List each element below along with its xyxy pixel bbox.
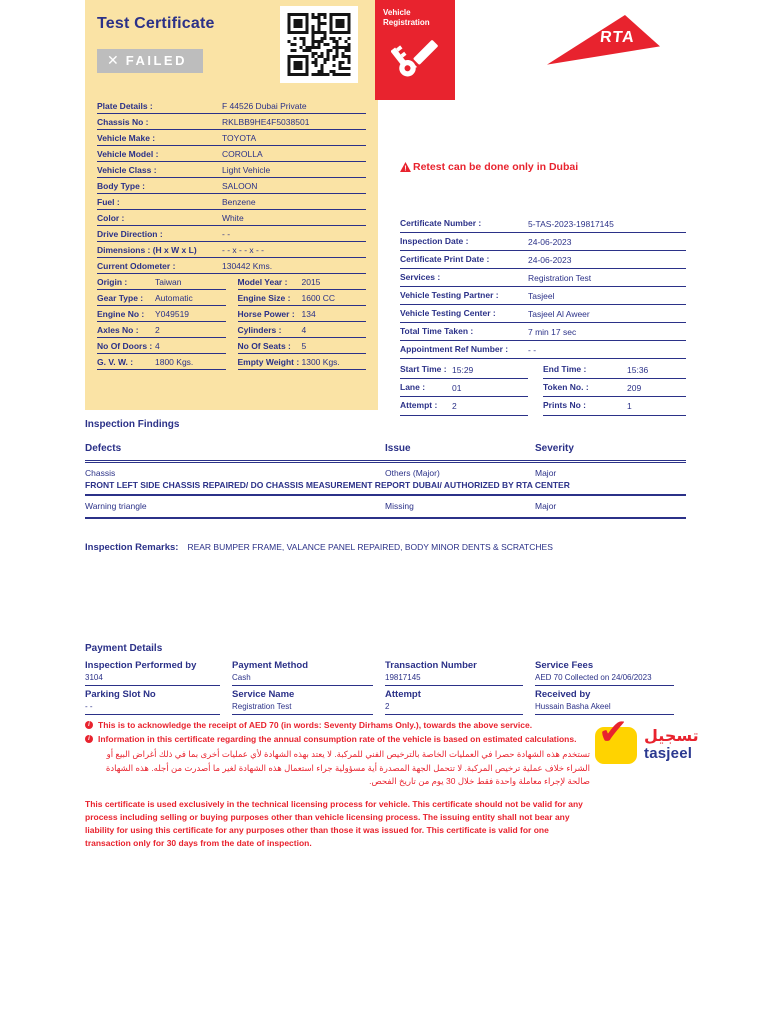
inspection-findings-section	[85, 419, 686, 553]
field-row-body-type	[97, 178, 366, 194]
warning-triangle-icon	[400, 162, 411, 172]
finding-row-chassis	[85, 463, 686, 479]
field-value: 4	[155, 341, 160, 351]
tasjeel-logo	[595, 711, 699, 764]
field-row-color	[97, 210, 366, 226]
field-row-vehicle-testing-partner	[400, 287, 686, 305]
field-label: Prints No :	[543, 400, 586, 411]
field-row-model-year	[238, 274, 367, 290]
field-value: 3104	[85, 673, 103, 682]
field-label: Gear Type :	[97, 293, 144, 303]
receipt-note-text: This is to acknowledge the receipt of AED 70 (in words: Seventy Dirhams Only.), towards the above service.	[98, 720, 533, 730]
field-label: Total Time Taken :	[400, 326, 474, 337]
field-value: 4	[301, 325, 307, 335]
field-label: Appointment Ref Number :	[400, 344, 509, 355]
info-icon: i	[85, 721, 93, 729]
field-row-start-time	[400, 361, 528, 379]
field-value: 1600 CC	[301, 293, 336, 303]
field-row-certificate-number	[400, 215, 686, 233]
field-label: Vehicle Model :	[97, 149, 159, 159]
field-row-gear-type	[97, 290, 226, 306]
field-row-vehicle-make	[97, 130, 366, 146]
field-value: 2015	[301, 277, 321, 287]
field-label: Axles No :	[97, 325, 139, 335]
field-row-empty-weight	[238, 354, 367, 370]
issue-cell: Others (Major)	[385, 468, 440, 478]
field-row-fuel	[97, 194, 366, 210]
payment-field-payment-method	[232, 657, 373, 686]
field-label: Empty Weight :	[237, 357, 300, 367]
svg-text:!: !	[404, 163, 407, 172]
field-value: 130442 Kms.	[222, 261, 273, 271]
field-value: Hussain Basha Akeel	[535, 702, 611, 711]
field-value: Tasjeel Al Aweer	[528, 309, 590, 320]
field-value: SALOON	[222, 181, 258, 191]
field-row-current-odometer	[97, 258, 366, 274]
english-disclaimer: This certificate is used exclusively in the technical licensing process for vehicle. This certificate should not be valid for any process including selling or buying purposes other than vehicle licensing process. The issuing entity shall not bear any liability for using this certificate for any purposes other than those it was issued for. This certificate is valid for one transaction only for 30 days from the date of inspection.	[85, 798, 583, 849]
status-badge	[97, 49, 203, 73]
field-row-no-of-seats	[238, 338, 367, 354]
payment-field-inspection-performed-by	[85, 657, 220, 686]
arabic-disclaimer: تستخدم هذه الشهادة حصرا في العمليات الخاصة بالترخيص الفني للمركبة. لا يعتد بهذه الشهادة لأي عمليات أخرى بما في ذلك أغراض البيع أو الشراء خلاف عملية ترخيص المركبة. لا تتحمل الجهة المصدرة أية مسؤولية جراء استعمال هذه الشهادة لغير ما أصدرت من أجله. هذه الشهادة صالحة لإجراء معاملة واحدة فقط خلال 30 يوم من تاريخ الفحص.	[105, 749, 590, 787]
table-row	[85, 463, 686, 496]
field-value: Registration Test	[232, 702, 292, 711]
field-value: 2	[155, 325, 160, 335]
consumption-note-text: Information in this certificate regarding the annual consumption rate of the vehicle is based on estimated calculations.	[98, 734, 577, 744]
field-value: Taiwan	[155, 277, 182, 287]
issue-cell: Missing	[385, 501, 414, 511]
payment-field-parking-slot-no	[85, 686, 220, 715]
payment-field-service-name	[232, 686, 373, 715]
defect-cell: Chassis	[85, 468, 116, 478]
field-label: Service Name	[232, 689, 295, 700]
field-label: Vehicle Testing Center :	[400, 308, 496, 319]
field-label: Cylinders :	[237, 325, 282, 335]
table-row	[85, 496, 686, 519]
field-label: Current Odometer :	[97, 261, 176, 271]
tasjeel-logo-mark	[595, 711, 637, 764]
field-row-gvw	[97, 354, 226, 370]
field-row-end-time	[543, 361, 686, 379]
vehicle-fields-right-column	[238, 274, 367, 370]
field-label: Services :	[400, 272, 441, 283]
field-label: Body Type :	[97, 181, 146, 191]
remarks-value: REAR BUMPER FRAME, VALANCE PANEL REPAIRED, BODY MINOR DENTS & SCRATCHES	[187, 542, 553, 552]
field-row-services	[400, 269, 686, 287]
field-label: Color :	[97, 213, 125, 223]
field-row-vehicle-testing-center	[400, 305, 686, 323]
field-row-total-time-taken	[400, 323, 686, 341]
defect-cell: Warning triangle	[85, 501, 147, 511]
field-row-attempt	[400, 397, 528, 415]
field-row-vehicle-class	[97, 162, 366, 178]
status-label: FAILED	[125, 53, 187, 68]
field-label: Drive Direction :	[97, 229, 163, 239]
field-label: Certificate Number :	[400, 218, 482, 228]
payment-details-section	[85, 643, 686, 715]
rta-logo	[547, 15, 660, 69]
finding-note: FRONT LEFT SIDE CHASSIS REPAIRED/ DO CHASSIS MEASUREMENT REPORT DUBAI/ AUTHORIZED BY RTA CENTER	[85, 479, 686, 496]
field-row-cylinders	[238, 322, 367, 338]
field-value: 5	[301, 341, 307, 351]
field-value: Registration Test	[528, 273, 592, 284]
field-row-dimensions	[97, 242, 366, 258]
vehicle-fields-two-column	[97, 274, 366, 370]
finding-row-warning-triangle	[85, 496, 686, 517]
field-label: Payment Method	[232, 660, 309, 671]
field-value: 1	[627, 401, 632, 412]
vehicle-fields	[97, 98, 366, 370]
field-row-certificate-print-date	[400, 251, 686, 269]
field-label: Attempt	[385, 689, 421, 700]
field-value: 15:36	[627, 365, 649, 376]
field-label: No Of Doors :	[97, 341, 153, 351]
section-title: Payment Details	[85, 643, 163, 654]
certificate-rows	[400, 215, 686, 359]
field-value: 2	[385, 702, 390, 711]
page-title: Test Certificate	[97, 15, 215, 32]
qr-code	[280, 6, 358, 83]
field-value: 01	[452, 383, 462, 394]
column-header-severity: Severity	[535, 443, 574, 454]
severity-cell: Major	[535, 468, 557, 478]
field-label: Token No. :	[543, 382, 589, 393]
checkmark-icon: ✔	[598, 711, 629, 752]
column-header-defects: Defects	[85, 443, 122, 454]
column-header-issue: Issue	[385, 443, 411, 454]
field-value: F 44526 Dubai Private	[222, 101, 307, 111]
field-label: Service Fees	[535, 660, 594, 671]
field-value: 209	[627, 383, 642, 394]
field-label: Engine No :	[97, 309, 145, 319]
field-label: Transaction Number	[385, 660, 477, 671]
field-value: 2	[452, 401, 457, 412]
field-label: G. V. W. :	[97, 357, 134, 367]
field-label: Inspection Performed by	[85, 660, 197, 671]
field-label: Vehicle Class :	[97, 165, 157, 175]
field-row-origin	[97, 274, 226, 290]
field-label: Engine Size :	[237, 293, 291, 303]
split-right-column	[543, 361, 686, 415]
severity-cell: Major	[535, 501, 557, 511]
field-label: Certificate Print Date :	[400, 254, 490, 265]
field-row-plate-details	[97, 98, 366, 114]
field-row-chassis-no	[97, 114, 366, 130]
banner-label: Vehicle Registration	[383, 8, 430, 27]
field-row-token-no	[543, 379, 686, 397]
field-value: Light Vehicle	[222, 165, 271, 175]
field-label: Inspection Date :	[400, 236, 469, 247]
field-value: AED 70 Collected on 24/06/2023	[535, 673, 652, 682]
field-label: No Of Seats :	[237, 341, 291, 351]
field-row-lane	[400, 379, 528, 397]
payment-grid	[85, 657, 686, 715]
key-pencil-icon	[391, 36, 439, 84]
payment-field-transaction-number	[385, 657, 523, 686]
inspection-remarks	[85, 542, 686, 553]
field-value: Tasjeel	[528, 291, 555, 302]
findings-table-header	[85, 443, 686, 463]
field-row-prints-no	[543, 397, 686, 415]
field-label: Model Year :	[237, 277, 288, 287]
split-left-column	[400, 361, 528, 415]
field-value: - -	[85, 702, 93, 711]
field-value: - -	[528, 345, 537, 356]
field-label: Vehicle Testing Partner :	[400, 290, 499, 301]
field-label: Chassis No :	[97, 117, 149, 127]
field-value: 24-06-2023	[528, 237, 572, 248]
field-label: Lane :	[400, 382, 426, 393]
field-value: 19817145	[385, 673, 421, 682]
certificate-split-rows	[400, 361, 686, 415]
field-label: Received by	[535, 689, 591, 700]
field-label: Fuel :	[97, 197, 120, 207]
field-value: 1800 Kgs.	[155, 357, 194, 367]
field-label: Attempt :	[400, 400, 438, 411]
field-label: Dimensions : (H x W x L)	[97, 245, 197, 255]
field-value: Automatic	[155, 293, 193, 303]
field-label: Start Time :	[400, 364, 447, 375]
field-row-appointment-ref-number	[400, 341, 686, 359]
field-label: Plate Details :	[97, 101, 153, 111]
field-row-horse-power	[238, 306, 367, 322]
info-icon: i	[85, 735, 93, 743]
field-value: 15:29	[452, 365, 474, 376]
field-value: White	[222, 213, 244, 223]
field-value: 1300 Kgs.	[301, 357, 340, 367]
field-value: TOYOTA	[222, 133, 257, 143]
x-icon: ✕	[107, 52, 119, 68]
field-label: Parking Slot No	[85, 689, 156, 700]
field-value: - - x - - x - -	[222, 245, 265, 255]
rta-logo-text: RTA	[599, 29, 636, 47]
remarks-label: Inspection Remarks:	[85, 542, 179, 553]
field-row-engine-no	[97, 306, 226, 322]
vehicle-fields-left-column	[97, 274, 226, 370]
retest-notice-text: Retest can be done only in Dubai	[413, 161, 579, 173]
field-row-no-of-doors	[97, 338, 226, 354]
field-value: 5-TAS-2023-19817145	[528, 219, 614, 229]
field-value: - -	[222, 229, 231, 239]
field-label: Vehicle Make :	[97, 133, 156, 143]
tasjeel-logo-text	[644, 729, 699, 762]
vehicle-registration-banner	[375, 0, 455, 100]
field-row-engine-size	[238, 290, 367, 306]
field-value: RKLBB9HE4F5038501	[222, 117, 310, 127]
field-row-inspection-date	[400, 233, 686, 251]
field-row-axles-no	[97, 322, 226, 338]
field-row-drive-direction	[97, 226, 366, 242]
retest-notice	[400, 161, 686, 173]
field-value: COROLLA	[222, 149, 263, 159]
field-label: Origin :	[97, 277, 128, 287]
tasjeel-arabic-wordmark: تسجيل	[644, 728, 699, 746]
field-value: Cash	[232, 673, 251, 682]
field-value: Benzene	[222, 197, 256, 207]
payment-field-service-fees	[535, 657, 674, 686]
field-row-vehicle-model	[97, 146, 366, 162]
field-value: 7 min 17 sec	[528, 327, 577, 338]
payment-field-attempt	[385, 686, 523, 715]
section-title: Inspection Findings	[85, 419, 180, 430]
field-label: End Time :	[543, 364, 587, 375]
field-value: 24-06-2023	[528, 255, 572, 266]
tasjeel-latin-wordmark: tasjeel	[644, 745, 693, 763]
field-value: Y049519	[155, 309, 190, 319]
field-label: Horse Power :	[237, 309, 295, 319]
field-value: 134	[301, 309, 316, 319]
certificate-details	[400, 161, 686, 416]
